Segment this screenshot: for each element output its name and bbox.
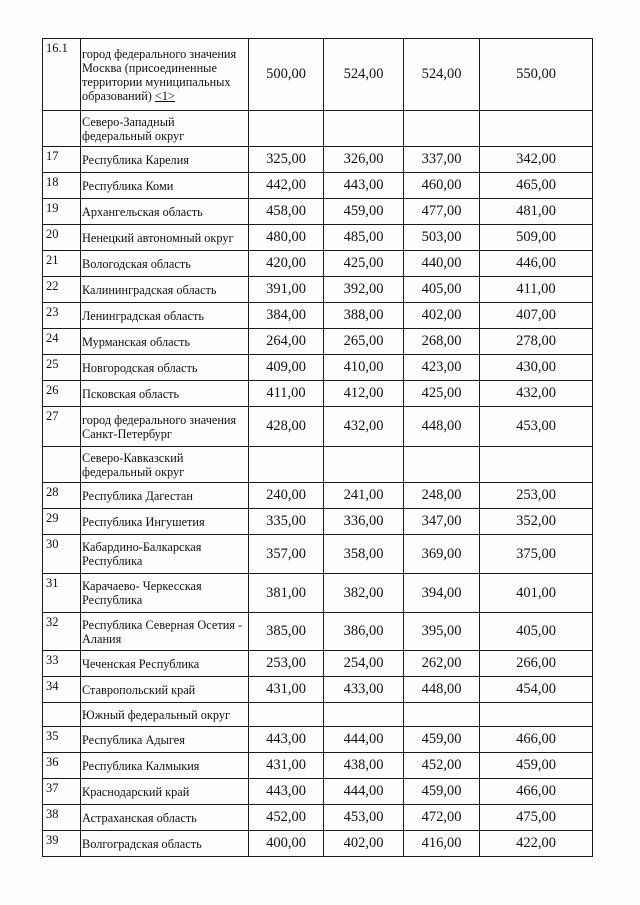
- price-value-2: 326,00: [324, 147, 404, 173]
- price-value-3: 402,00: [404, 303, 480, 329]
- price-value-1: 384,00: [249, 303, 324, 329]
- price-value-2: 412,00: [324, 381, 404, 407]
- price-value-4: 405,00: [480, 613, 593, 651]
- region-name: Кабардино-Балкарская Республика: [81, 535, 249, 574]
- price-value-1: 253,00: [249, 651, 324, 677]
- price-value-4: 352,00: [480, 509, 593, 535]
- row-number: [43, 447, 81, 483]
- price-value-4: 407,00: [480, 303, 593, 329]
- price-value-1: 335,00: [249, 509, 324, 535]
- price-value-2: 402,00: [324, 831, 404, 857]
- price-value-4: 430,00: [480, 355, 593, 381]
- row-number: 18: [43, 173, 81, 199]
- region-name: Архангельская область: [81, 199, 249, 225]
- price-value-2: 392,00: [324, 277, 404, 303]
- table-row: [43, 277, 593, 303]
- row-number: 26: [43, 381, 81, 407]
- row-number: 36: [43, 753, 81, 779]
- price-value-2: 432,00: [324, 407, 404, 447]
- price-value-2: [324, 703, 404, 727]
- region-name: Республика Адыгея: [81, 727, 249, 753]
- price-value-2: 241,00: [324, 483, 404, 509]
- region-name: Южный федеральный округ: [81, 703, 249, 727]
- region-name: Калининградская область: [81, 277, 249, 303]
- price-value-3: 347,00: [404, 509, 480, 535]
- price-value-1: 428,00: [249, 407, 324, 447]
- price-value-3: 405,00: [404, 277, 480, 303]
- price-value-4: [480, 111, 593, 147]
- price-value-1: 400,00: [249, 831, 324, 857]
- price-value-3: 394,00: [404, 574, 480, 613]
- row-number: 16.1: [43, 39, 81, 111]
- row-number: 17: [43, 147, 81, 173]
- price-value-3: 448,00: [404, 677, 480, 703]
- table-row: [43, 303, 593, 329]
- price-value-1: 500,00: [249, 39, 324, 111]
- price-value-1: 385,00: [249, 613, 324, 651]
- region-name: Астраханская область: [81, 805, 249, 831]
- table-row: [43, 613, 593, 651]
- table-body: [43, 39, 593, 857]
- price-value-4: 401,00: [480, 574, 593, 613]
- price-value-4: 446,00: [480, 251, 593, 277]
- region-name: Северо-Западный федеральный округ: [81, 111, 249, 147]
- price-value-3: 503,00: [404, 225, 480, 251]
- price-value-1: [249, 703, 324, 727]
- region-name: Краснодарский край: [81, 779, 249, 805]
- price-value-3: 477,00: [404, 199, 480, 225]
- table-row: [43, 329, 593, 355]
- price-value-2: 524,00: [324, 39, 404, 111]
- footnote-reference: <1>: [154, 88, 175, 103]
- price-value-1: 480,00: [249, 225, 324, 251]
- price-value-1: 431,00: [249, 753, 324, 779]
- price-value-4: 466,00: [480, 727, 593, 753]
- price-value-4: 454,00: [480, 677, 593, 703]
- price-value-2: 382,00: [324, 574, 404, 613]
- price-value-4: 422,00: [480, 831, 593, 857]
- price-value-3: [404, 703, 480, 727]
- table-row: [43, 225, 593, 251]
- price-value-1: 391,00: [249, 277, 324, 303]
- price-value-4: 466,00: [480, 779, 593, 805]
- price-value-1: 240,00: [249, 483, 324, 509]
- region-name: Республика Северная Осетия - Алания: [81, 613, 249, 651]
- price-value-3: 248,00: [404, 483, 480, 509]
- row-number: 29: [43, 509, 81, 535]
- price-value-3: 423,00: [404, 355, 480, 381]
- price-value-1: 264,00: [249, 329, 324, 355]
- price-value-4: 266,00: [480, 651, 593, 677]
- price-value-4: 411,00: [480, 277, 593, 303]
- price-value-3: 395,00: [404, 613, 480, 651]
- price-value-2: 485,00: [324, 225, 404, 251]
- region-name: Чеченская Республика: [81, 651, 249, 677]
- price-value-4: 481,00: [480, 199, 593, 225]
- price-value-3: 472,00: [404, 805, 480, 831]
- price-value-3: [404, 111, 480, 147]
- price-value-4: 253,00: [480, 483, 593, 509]
- price-value-4: 278,00: [480, 329, 593, 355]
- price-value-1: 381,00: [249, 574, 324, 613]
- table-row: [43, 805, 593, 831]
- price-value-3: 425,00: [404, 381, 480, 407]
- region-name: Мурманская область: [81, 329, 249, 355]
- table-row: [43, 147, 593, 173]
- table-row: [43, 677, 593, 703]
- row-number: 24: [43, 329, 81, 355]
- price-value-3: 337,00: [404, 147, 480, 173]
- row-number: 34: [43, 677, 81, 703]
- price-value-1: 452,00: [249, 805, 324, 831]
- row-number: [43, 703, 81, 727]
- price-value-4: 550,00: [480, 39, 593, 111]
- price-value-3: [404, 447, 480, 483]
- price-value-3: 459,00: [404, 727, 480, 753]
- price-value-4: [480, 447, 593, 483]
- price-value-1: 411,00: [249, 381, 324, 407]
- row-number: 23: [43, 303, 81, 329]
- row-number: 21: [43, 251, 81, 277]
- region-name: Республика Калмыкия: [81, 753, 249, 779]
- table-row: [43, 39, 593, 111]
- row-number: 37: [43, 779, 81, 805]
- price-value-1: 325,00: [249, 147, 324, 173]
- row-number: 27: [43, 407, 81, 447]
- region-name: Волгоградская область: [81, 831, 249, 857]
- price-value-2: 443,00: [324, 173, 404, 199]
- price-value-1: [249, 447, 324, 483]
- price-value-4: 465,00: [480, 173, 593, 199]
- table-row: [43, 381, 593, 407]
- price-value-4: 375,00: [480, 535, 593, 574]
- region-name: Республика Ингушетия: [81, 509, 249, 535]
- price-value-3: 369,00: [404, 535, 480, 574]
- price-value-3: 524,00: [404, 39, 480, 111]
- price-value-4: 475,00: [480, 805, 593, 831]
- price-value-1: 420,00: [249, 251, 324, 277]
- row-number: 39: [43, 831, 81, 857]
- table-row: [43, 574, 593, 613]
- row-number: [43, 111, 81, 147]
- region-name: Новгородская область: [81, 355, 249, 381]
- price-value-4: [480, 703, 593, 727]
- table-row: [43, 111, 593, 147]
- price-value-2: 336,00: [324, 509, 404, 535]
- price-value-2: 444,00: [324, 779, 404, 805]
- region-name: Карачаево- Черкесская Республика: [81, 574, 249, 613]
- price-value-3: 448,00: [404, 407, 480, 447]
- price-value-4: 342,00: [480, 147, 593, 173]
- row-number: 38: [43, 805, 81, 831]
- row-number: 19: [43, 199, 81, 225]
- row-number: 22: [43, 277, 81, 303]
- region-name: Вологодская область: [81, 251, 249, 277]
- price-value-2: [324, 111, 404, 147]
- price-value-2: 386,00: [324, 613, 404, 651]
- table-row: [43, 407, 593, 447]
- price-value-1: 442,00: [249, 173, 324, 199]
- price-value-3: 459,00: [404, 779, 480, 805]
- region-name: Ставропольский край: [81, 677, 249, 703]
- table-row: [43, 251, 593, 277]
- price-value-4: 459,00: [480, 753, 593, 779]
- row-number: 32: [43, 613, 81, 651]
- row-number: 31: [43, 574, 81, 613]
- price-value-2: 453,00: [324, 805, 404, 831]
- row-number: 33: [43, 651, 81, 677]
- price-value-2: 254,00: [324, 651, 404, 677]
- price-value-3: 440,00: [404, 251, 480, 277]
- price-value-2: 265,00: [324, 329, 404, 355]
- price-value-1: 443,00: [249, 779, 324, 805]
- table-row: [43, 509, 593, 535]
- table-row: [43, 483, 593, 509]
- price-value-2: 433,00: [324, 677, 404, 703]
- price-value-3: 262,00: [404, 651, 480, 677]
- price-value-3: 416,00: [404, 831, 480, 857]
- price-value-1: [249, 111, 324, 147]
- price-value-2: 410,00: [324, 355, 404, 381]
- price-value-1: 357,00: [249, 535, 324, 574]
- price-value-3: 452,00: [404, 753, 480, 779]
- region-name: город федерального значения Москва (присоединенные территории муниципальных образований) <1>: [81, 39, 249, 111]
- price-value-2: 388,00: [324, 303, 404, 329]
- price-value-2: [324, 447, 404, 483]
- price-value-2: 438,00: [324, 753, 404, 779]
- price-value-1: 409,00: [249, 355, 324, 381]
- table-row: [43, 173, 593, 199]
- price-value-2: 358,00: [324, 535, 404, 574]
- table-row: [43, 831, 593, 857]
- price-value-4: 453,00: [480, 407, 593, 447]
- price-value-4: 432,00: [480, 381, 593, 407]
- price-value-2: 425,00: [324, 251, 404, 277]
- row-number: 28: [43, 483, 81, 509]
- price-value-3: 460,00: [404, 173, 480, 199]
- region-name: Ненецкий автономный округ: [81, 225, 249, 251]
- table-row: [43, 651, 593, 677]
- price-value-2: 444,00: [324, 727, 404, 753]
- regions-price-table: [42, 38, 593, 857]
- row-number: 30: [43, 535, 81, 574]
- row-number: 25: [43, 355, 81, 381]
- table-row: [43, 727, 593, 753]
- region-name: Республика Коми: [81, 173, 249, 199]
- table-row: [43, 447, 593, 483]
- table-row: [43, 779, 593, 805]
- price-value-2: 459,00: [324, 199, 404, 225]
- region-name: город федерального значения Санкт-Петербург: [81, 407, 249, 447]
- price-value-4: 509,00: [480, 225, 593, 251]
- region-name: Республика Дагестан: [81, 483, 249, 509]
- price-value-1: 431,00: [249, 677, 324, 703]
- table-row: [43, 199, 593, 225]
- row-number: 35: [43, 727, 81, 753]
- region-name: Псковская область: [81, 381, 249, 407]
- table-row: [43, 535, 593, 574]
- price-value-1: 443,00: [249, 727, 324, 753]
- table-row: [43, 753, 593, 779]
- row-number: 20: [43, 225, 81, 251]
- table-row: [43, 703, 593, 727]
- price-value-3: 268,00: [404, 329, 480, 355]
- region-name: Республика Карелия: [81, 147, 249, 173]
- region-name: Северо-Кавказский федеральный округ: [81, 447, 249, 483]
- price-value-1: 458,00: [249, 199, 324, 225]
- table-row: [43, 355, 593, 381]
- region-name: Ленинградская область: [81, 303, 249, 329]
